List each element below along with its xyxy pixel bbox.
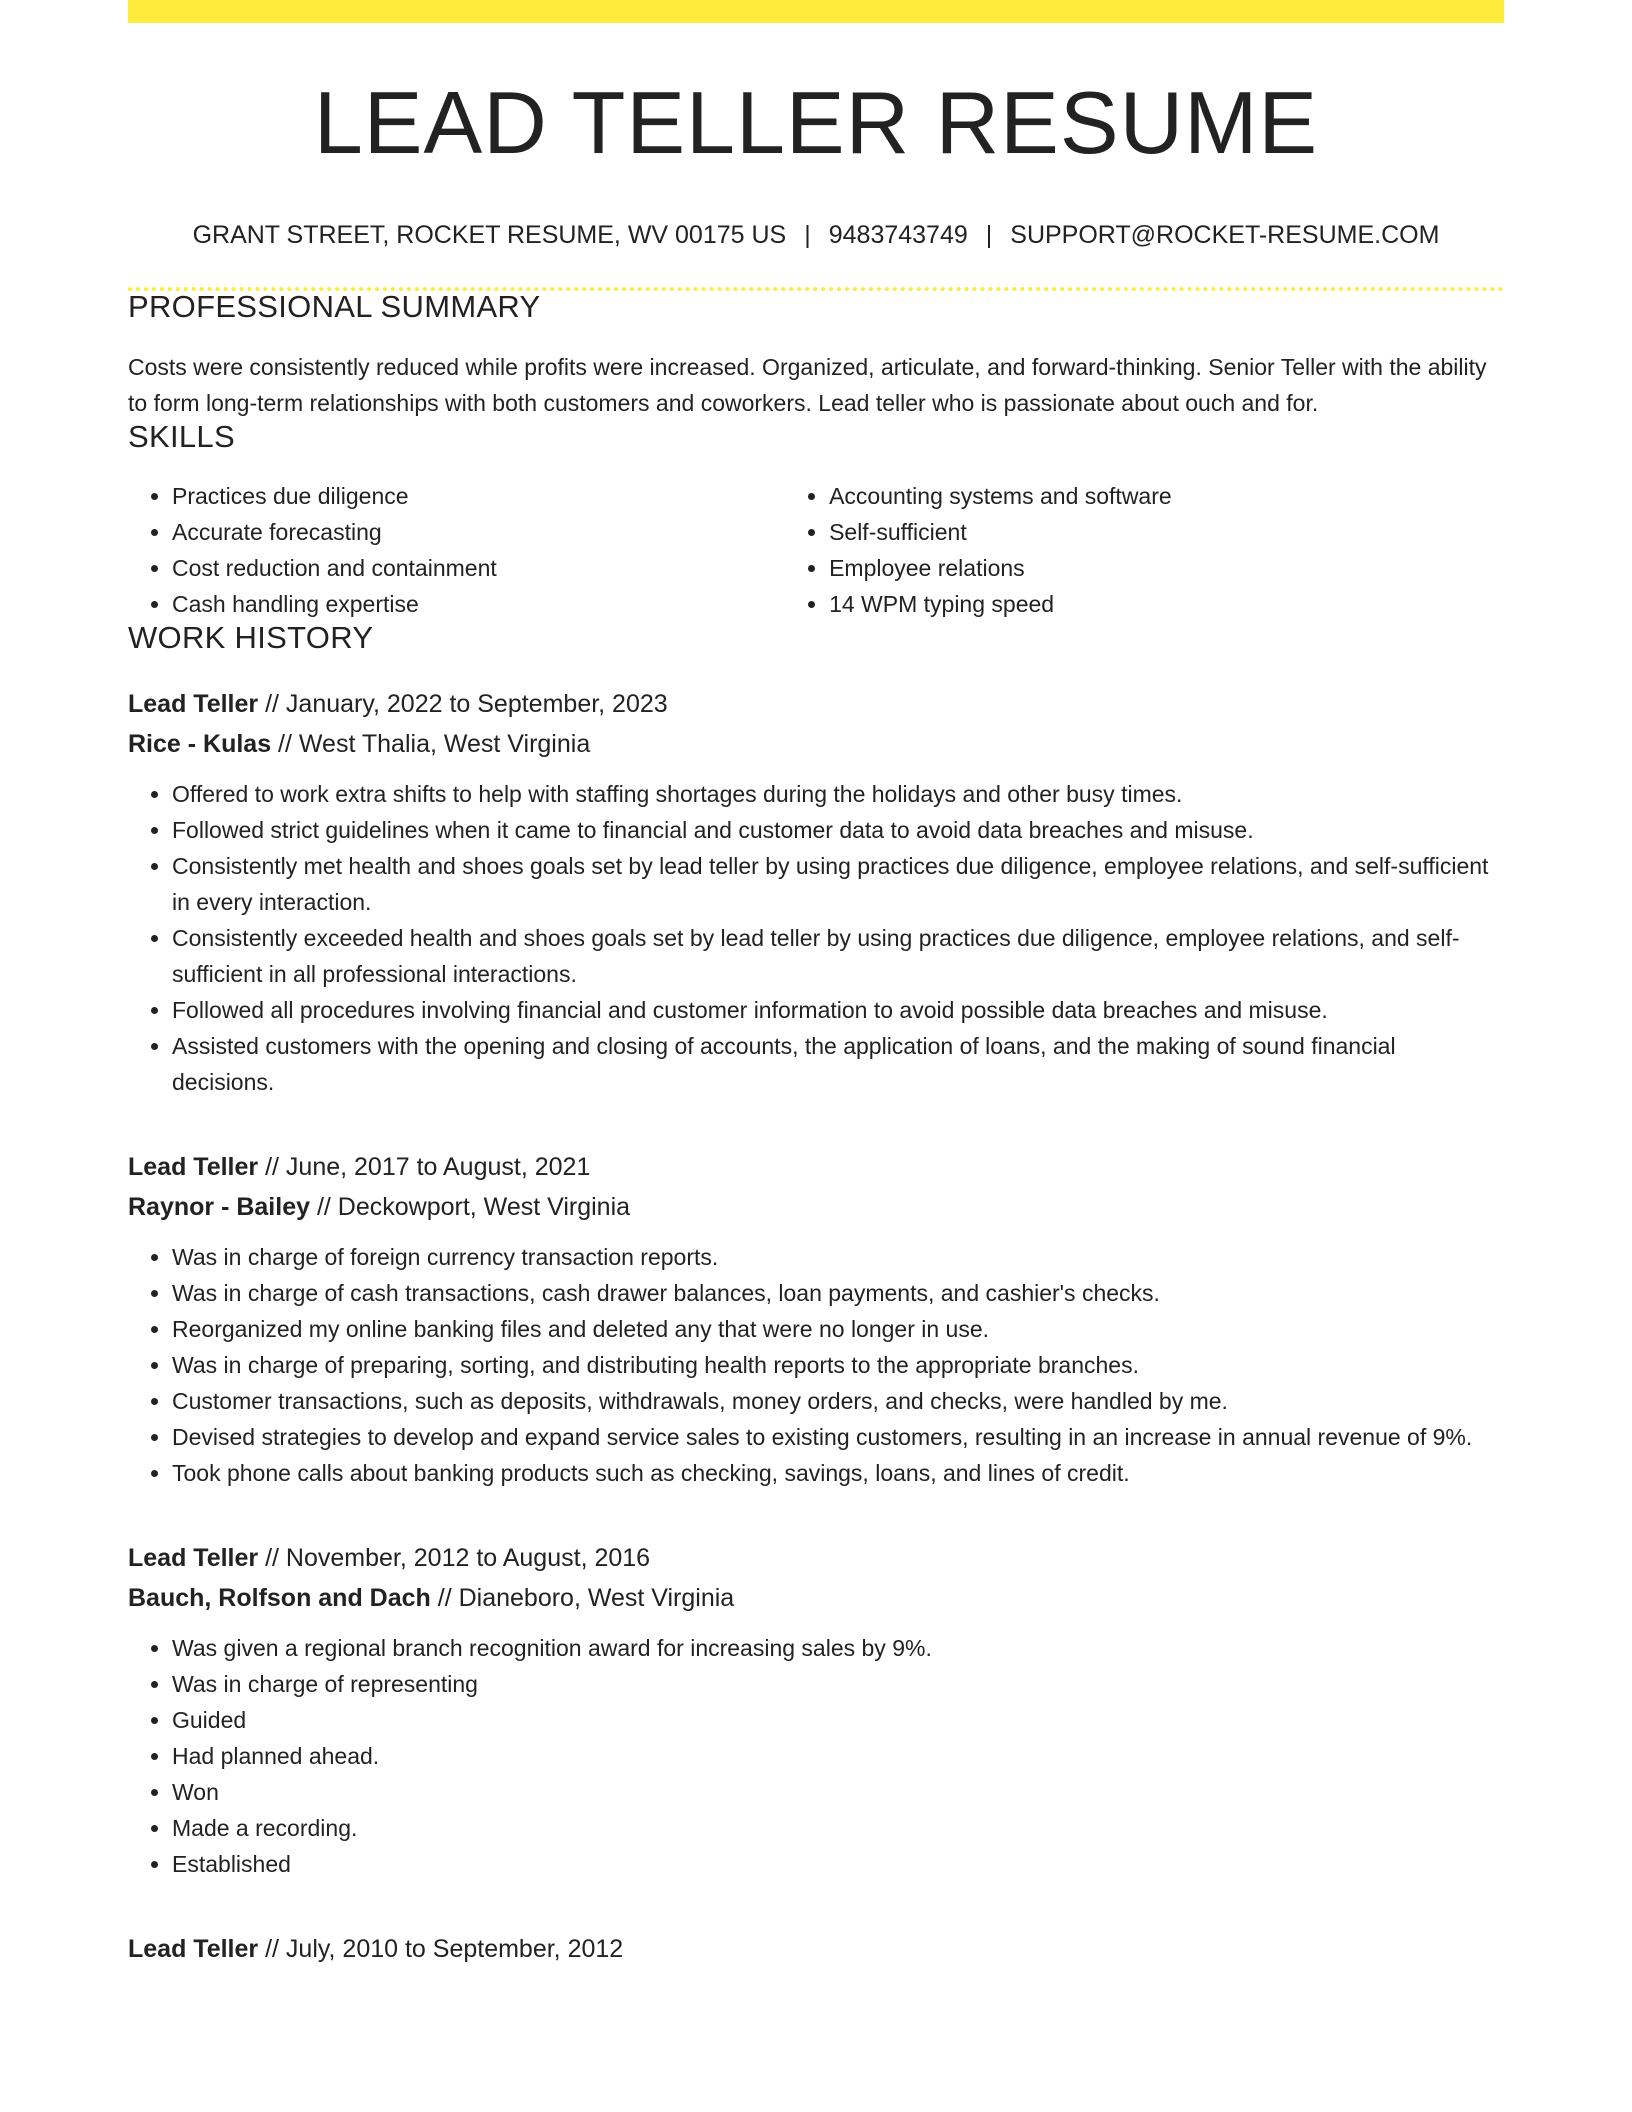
contact-address: GRANT STREET, ROCKET RESUME, WV 00175 US <box>192 221 787 249</box>
skill-item: • Cash handling expertise <box>172 586 785 622</box>
job-bullet: • Followed all procedures involving financial and customer information to avoid possible data breaches and misuse. <box>172 992 1504 1028</box>
job-company: Raynor - Bailey <box>128 1193 311 1221</box>
job-title-line <box>128 1929 1504 1969</box>
skill-item: • Accurate forecasting <box>172 514 785 550</box>
work-history-heading: WORK HISTORY <box>128 620 374 655</box>
job-entry <box>128 1538 1504 1882</box>
job-title: Lead Teller <box>128 1935 259 1963</box>
summary-heading: PROFESSIONAL SUMMARY <box>128 289 541 324</box>
job-bullet: • Was in charge of cash transactions, cash drawer balances, loan payments, and cashier's checks. <box>172 1275 1504 1311</box>
skill-item: • 14 WPM typing speed <box>829 586 1504 622</box>
job-dates: // November, 2012 to August, 2016 <box>258 1544 651 1572</box>
skill-item: • Self-sufficient <box>829 514 1504 550</box>
skills-column-left <box>128 478 785 622</box>
skills-column-right <box>785 478 1504 622</box>
skill-item: • Employee relations <box>829 550 1504 586</box>
job-location: // West Thalia, West Virginia <box>271 730 591 758</box>
job-title: Lead Teller <box>128 690 259 718</box>
job-bullet: • Was in charge of preparing, sorting, and distributing health reports to the appropriate branches. <box>172 1347 1504 1383</box>
job-title-line <box>128 1147 1504 1187</box>
job-dates: // January, 2022 to September, 2023 <box>258 690 668 718</box>
job-dates: // July, 2010 to September, 2012 <box>258 1935 624 1963</box>
job-title: Lead Teller <box>128 1153 259 1181</box>
job-bullet: • Consistently exceeded health and shoes goals set by lead teller by using practices due diligence, employee relations, and self-sufficient in all professional interactions. <box>172 920 1504 992</box>
job-company-line <box>128 1187 1504 1227</box>
job-bullet: • Was given a regional branch recognition award for increasing sales by 9%. <box>172 1630 1504 1666</box>
job-bullet: • Was in charge of representing <box>172 1666 1504 1702</box>
job-bullet: • Established <box>172 1846 1504 1882</box>
summary-text: Costs were consistently reduced while profits were increased. Organized, articulate, and forward-thinking. Senior Teller with the ability to form long-term relationships with both customers and coworkers. Lead teller who is passionate about ouch and for. <box>128 354 1487 416</box>
job-bullet: • Was in charge of foreign currency transaction reports. <box>172 1239 1504 1275</box>
job-entry <box>128 684 1504 1100</box>
job-bullet: • Won <box>172 1774 1504 1810</box>
job-entry <box>128 1929 1504 1969</box>
page-title: LEAD TELLER RESUME <box>313 73 1319 172</box>
contact-phone: 9483743749 <box>828 221 968 249</box>
job-bullet: • Followed strict guidelines when it came to financial and customer data to avoid data breaches and misuse. <box>172 812 1504 848</box>
skills-heading: SKILLS <box>128 419 235 454</box>
job-bullet: • Guided <box>172 1702 1504 1738</box>
job-bullet: • Offered to work extra shifts to help with staffing shortages during the holidays and other busy times. <box>172 776 1504 812</box>
job-bullets <box>128 1239 1504 1491</box>
job-location: // Dianeboro, West Virginia <box>430 1584 735 1612</box>
job-bullets <box>128 1630 1504 1882</box>
job-title-line <box>128 684 1504 724</box>
job-dates: // June, 2017 to August, 2021 <box>258 1153 591 1181</box>
job-company-line <box>128 1578 1504 1618</box>
job-bullets <box>128 776 1504 1100</box>
job-bullet: • Devised strategies to develop and expand service sales to existing customers, resulting in an increase in annual revenue of 9%. <box>172 1419 1504 1455</box>
contact-line <box>128 223 1504 248</box>
job-title-line <box>128 1538 1504 1578</box>
job-bullet: • Had planned ahead. <box>172 1738 1504 1774</box>
skills-list <box>128 478 1504 622</box>
job-bullet: • Customer transactions, such as deposits, withdrawals, money orders, and checks, were handled by me. <box>172 1383 1504 1419</box>
job-entry <box>128 1147 1504 1491</box>
job-bullet: • Took phone calls about banking products such as checking, savings, loans, and lines of credit. <box>172 1455 1504 1491</box>
job-title: Lead Teller <box>128 1544 259 1572</box>
contact-separator: | <box>804 221 811 249</box>
job-bullet: • Made a recording. <box>172 1810 1504 1846</box>
accent-bar <box>128 0 1504 23</box>
job-company-line <box>128 724 1504 764</box>
job-bullet: • Reorganized my online banking files and deleted any that were no longer in use. <box>172 1311 1504 1347</box>
skill-item: • Practices due diligence <box>172 478 785 514</box>
job-company: Bauch, Rolfson and Dach <box>128 1584 431 1612</box>
skill-item: • Accounting systems and software <box>829 478 1504 514</box>
contact-email: SUPPORT@ROCKET-RESUME.COM <box>1010 221 1440 249</box>
contact-separator: | <box>985 221 993 249</box>
job-company: Rice - Kulas <box>128 730 272 758</box>
job-location: // Deckowport, West Virginia <box>310 1193 631 1221</box>
resume-page <box>128 0 1504 1969</box>
skill-item: • Cost reduction and containment <box>172 550 785 586</box>
job-bullet: • Consistently met health and shoes goals set by lead teller by using practices due diligence, employee relations, and self-sufficient in every interaction. <box>172 848 1504 920</box>
job-bullet: • Assisted customers with the opening and closing of accounts, the application of loans, and the making of sound financial decisions. <box>172 1028 1504 1100</box>
